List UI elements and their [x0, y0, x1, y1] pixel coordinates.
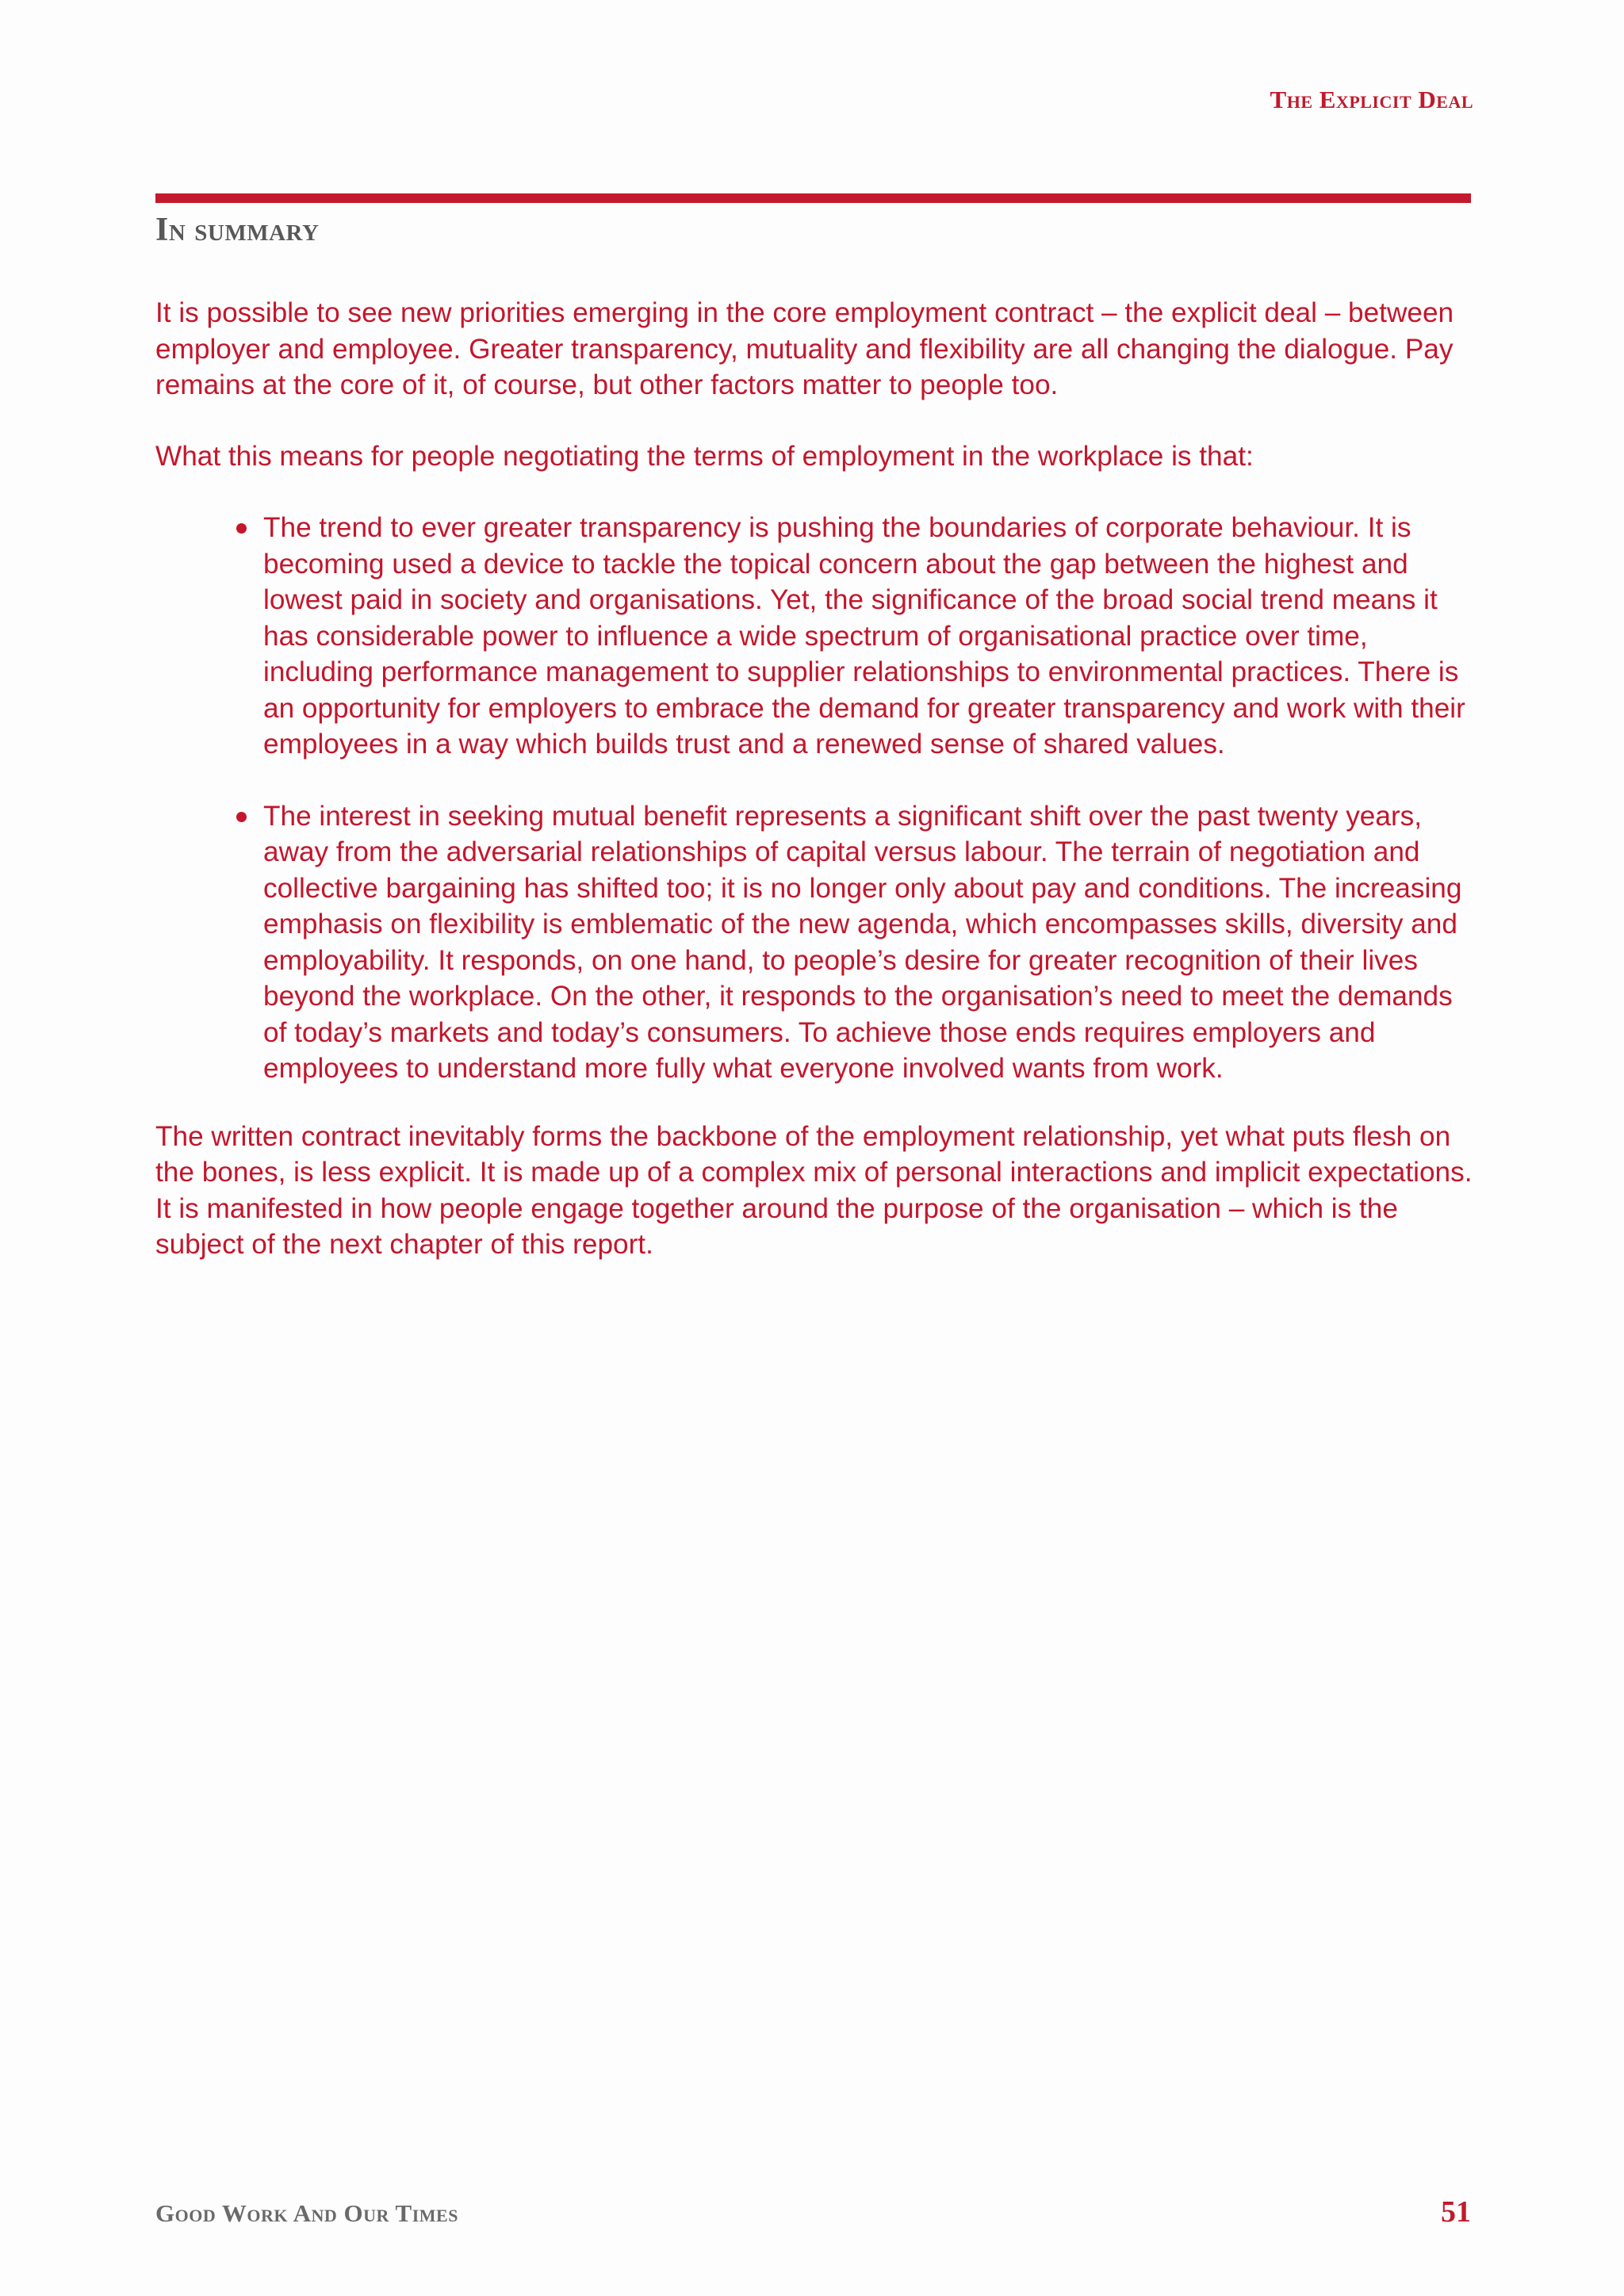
intro-paragraph: It is possible to see new priorities emerging in the core employment contract – the explicit deal – between employer and employee. Greater transparency, mutuality and flexibility are all changing the dialogue. Pay remains at the core of it, of course, but other factors matter to people too. [155, 297, 1454, 400]
section-divider [155, 193, 1471, 203]
closing-paragraph: The written contract inevitably forms the backbone of the employment relationship, yet what puts flesh on the bones, is less explicit. It is made up of a complex mix of personal interactions and implicit expectations. It is manifested in how people engage together around the purpose of the organisation – which is the subject of the next chapter of this report. [155, 1120, 1473, 1260]
bullet-icon [236, 812, 247, 822]
publication-title: Good Work And Our Times [155, 2199, 458, 2227]
list-item-text: The interest in seeking mutual benefit represents a significant shift over the past twenty years, away from the adversarial relationships of capital versus labour. The terrain of negotiation and collective bargaining has shifted too; it is no longer only about pay and conditions. The increasing emphasis on flexibility is emblematic of the new agenda, which encompasses skills, diversity and employability. It responds, on one hand, to people’s desire for greater recognition of their lives beyond the workplace. On the other, it responds to the organisation’s need to meet the demands of today’s markets and today’s consumers. To achieve those ends requires employers and employees to understand more fully what everyone involved wants from work. [263, 800, 1462, 1084]
list-item-text: The trend to ever greater transparency is pushing the boundaries of corporate behaviour. It is becoming used a device to tackle the topical concern about the gap between the highest and lowest paid in society and organisations. Yet, the significance of the broad social trend means it has considerable power to influence a wide spectrum of organisational practice over time, including performance management to supplier relationships to environmental practices. There is an opportunity for employers to embrace the demand for greater transparency and work with their employees in a way which builds trust and a renewed sense of shared values. [263, 512, 1465, 760]
lead-paragraph: What this means for people negotiating the terms of employment in the workplace is that: [155, 440, 1254, 472]
bullet-list [155, 510, 1476, 1087]
section-title: In summary [155, 212, 320, 248]
body-text [155, 295, 1476, 1263]
list-item [263, 510, 1476, 763]
bullet-icon [236, 523, 247, 534]
list-item [263, 798, 1476, 1087]
page-number: 51 [1441, 2195, 1471, 2229]
running-header: The Explicit Deal [1270, 86, 1473, 113]
